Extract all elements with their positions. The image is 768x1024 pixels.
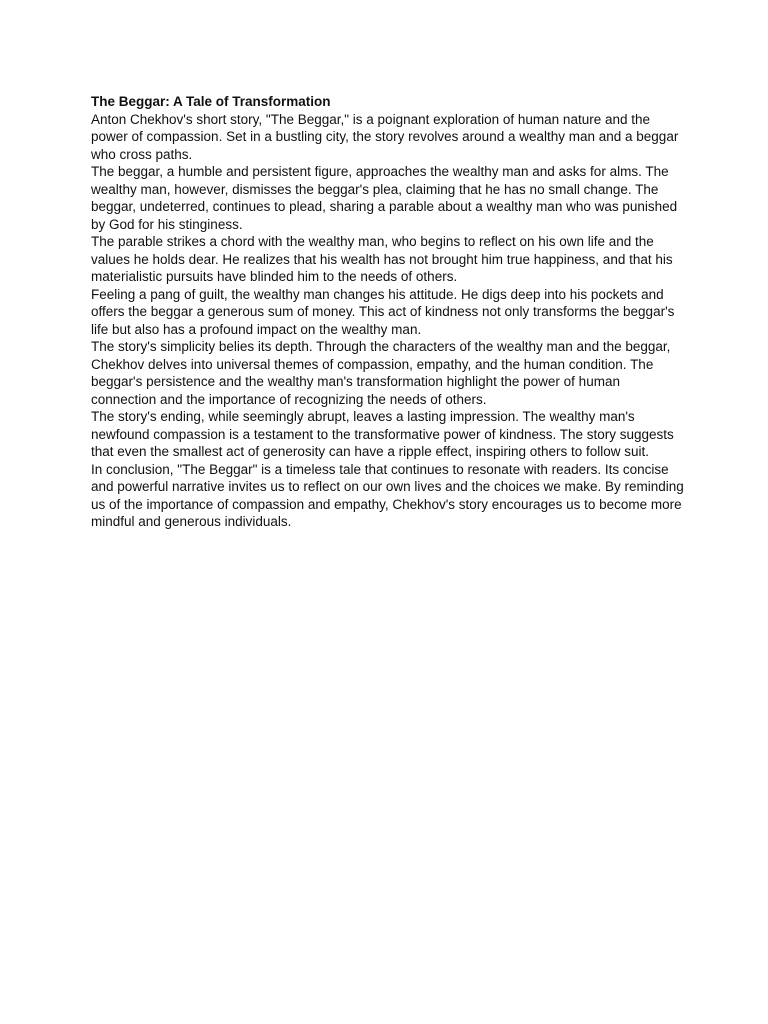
paragraph-kindness: Feeling a pang of guilt, the wealthy man changes his attitude. He digs deep into his pockets and offers the beggar a generous sum of money. This act of kindness not only transforms the beggar's life but also has a profound impact on the wealthy man. [91,286,675,337]
paragraph-ending: The story's ending, while seemingly abrupt, leaves a lasting impression. The wealthy man's newfound compassion is a testament to the transformative power of kindness. The story suggests that even the smallest act of generosity can have a ripple effect, inspiring others to follow suit. [91,409,674,459]
paragraph-intro: Anton Chekhov's short story, "The Beggar," is a poignant exploration of human nature and the power of compassion. Set in a bustling city, the story revolves around a wealthy man and a beggar who cross paths. [91,111,679,162]
document-title: The Beggar: A Tale of Transformation [91,94,331,109]
paragraph-themes: The story's simplicity belies its depth. Through the characters of the wealthy man and the beggar, Chekhov delves into universal themes of compassion, empathy, and the human condition. The beggar's persistence and the wealthy man's transformation highlight the power of human connection and the importance of recognizing the needs of others. [91,339,671,407]
paragraph-beggar-plea: The beggar, a humble and persistent figure, approaches the wealthy man and asks for alms. The wealthy man, however, dismisses the beggar's plea, claiming that he has no small change. The beggar, undeterred, continues to plead, sharing a parable about a wealthy man who was punished by God for his stinginess. [91,164,678,232]
paragraph-parable: The parable strikes a chord with the wealthy man, who begins to reflect on his own life and the values he holds dear. He realizes that his wealth has not brought him true happiness, and that his materialistic pursuits have blinded him to the needs of others. [91,234,673,284]
document-page [91,93,686,531]
paragraph-conclusion: In conclusion, "The Beggar" is a timeless tale that continues to resonate with readers. Its concise and powerful narrative invites us to reflect on our own lives and the choices we make. By reminding us of the importance of compassion and empathy, Chekhov's story encourages us to become more mindful and generous individuals. [91,461,684,529]
